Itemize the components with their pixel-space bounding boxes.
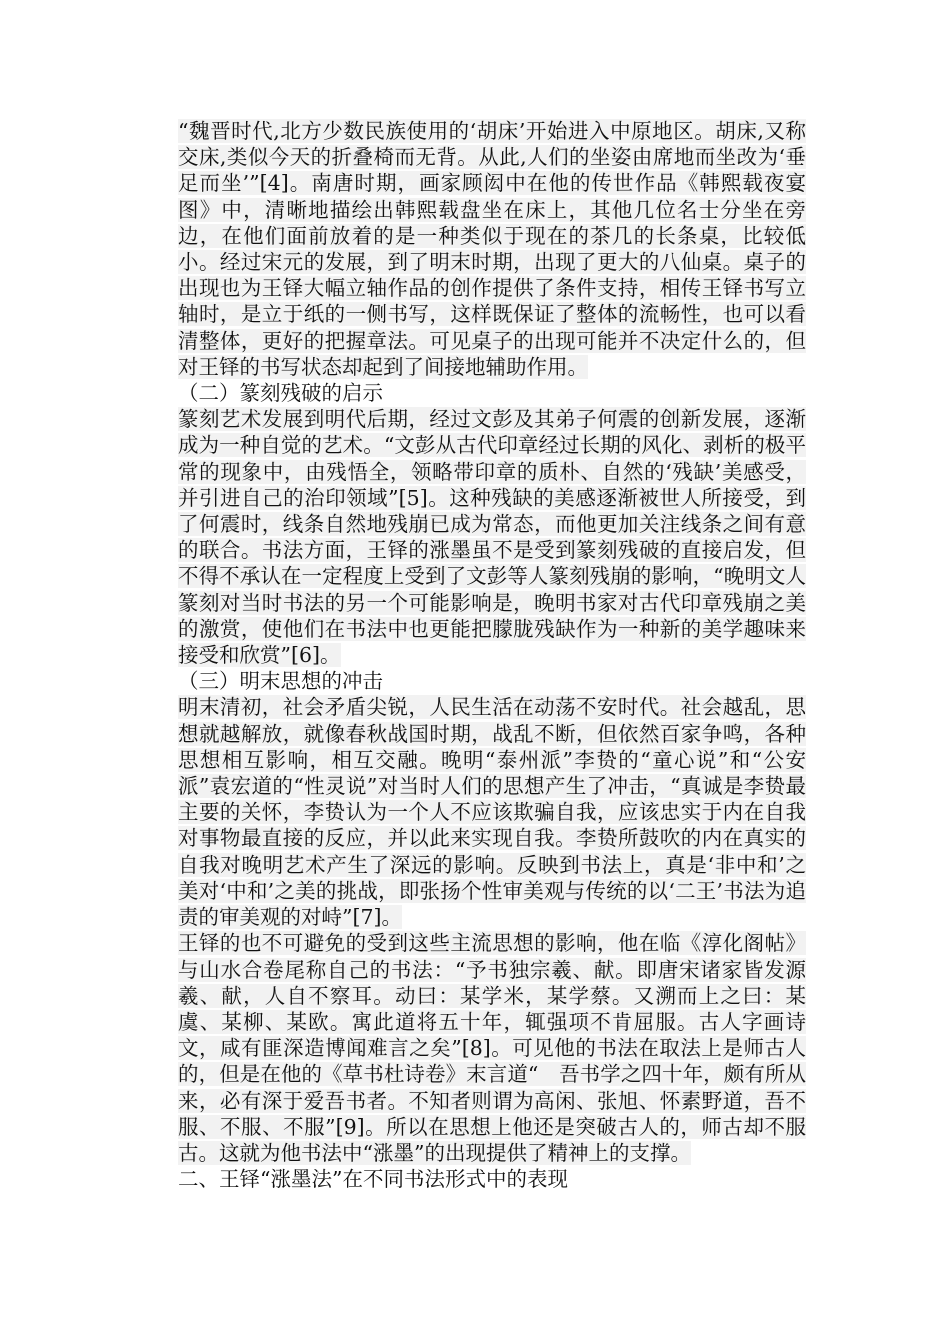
paragraph-text: “魏晋时代,北方少数民族使用的‘胡床’开始进入中原地区。胡床,又称交床,类似今天的折叠椅而无背。从此,人们的坐姿由席地而坐改为‘垂足而坐’”[4]。南唐时期，画家顾闳中在他的传世作品《韩熙载夜宴图》中，清晰地描绘出韩熙载盘坐在床上，其他几位名士分坐在旁边，在他们面前放着的是一种类似于现在的茶几的长条桌，比较低小。经过宋元的发展，到了明末时期，出现了更大的八仙桌。桌子的出现也为王铎大幅立轴作品的创作提供了条件支持，相传王铎书写立轴时，是立于纸的一侧书写，这样既保证了整体的流畅性，也可以看清整体，更好的把握章法。可见桌子的出现可能并不决定什么的，但对王铎的书写状态却起到了间接地辅助作用。 — [178, 119, 806, 379]
paragraph-text: 篆刻艺术发展到明代后期，经过文彭及其弟子何震的创新发展，逐渐成为一种自觉的艺术。“文彭从古代印章经过长期的风化、剥析的极平常的现象中，由残悟全，领略带印章的质朴、自然的‘残缺’美感受，并引进自己的治印领域”[5]。这种残缺的美感逐渐被世人所接受，到了何震时，线条自然地残崩已成为常态，而他更加关注线条之间有意的联合。书法方面，王铎的涨墨虽不是受到篆刻残破的直接启发，但不得不承认在一定程度上受到了文彭等人篆刻残崩的影响，“晚明文人篆刻对当时书法的另一个可能影响是，晚明书家对古代印章残崩之美的激赏，使他们在书法中也更能把朦胧残缺作为一种新的美学趣味来接受和欣赏”[6]。 — [178, 407, 806, 668]
chapter-heading-ink-method: 二、王铎“涨墨法”在不同书法形式中的表现 — [178, 1167, 568, 1192]
paragraph-text: 明末清初，社会矛盾尖锐，人民生活在动荡不安时代。社会越乱，思想就越解放，就像春秋战国时期，战乱不断，但依然百家争鸣，各种思想相互影响，相互交融。晚明“泰州派”李贽的“童心说”和“公安派”袁宏道的“性灵说”对当时人们的思想产生了冲击，“真诚是李贽最主要的关怀，李贽认为一个人不应该欺骗自我，应该忠实于内在自我对事物最直接的反应，并以此来实现自我。李贽所鼓吹的内在真实的自我对晚明艺术产生了深远的影响。反映到书法上，真是‘非中和’之美对‘中和’之美的挑战，即张扬个性审美观与传统的以‘二王’书法为追责的审美观的对峙”[7]。 — [178, 695, 806, 930]
paragraph-late-ming-thought — [178, 694, 806, 930]
section-heading-late-ming-thought: （三）明末思想的冲击 — [178, 669, 383, 694]
section-heading-seal-carving: （二）篆刻残破的启示 — [178, 381, 383, 406]
paragraph-text: 王铎的也不可避免的受到这些主流思想的影响，他在临《淳化阁帖》与山水合卷尾称自己的书法：“予书独宗羲、献。即唐宋诸家皆发源羲、献，人自不察耳。动曰：某学米，某学蔡。又溯而上之曰：某虞、某柳、某欧。寓此道将五十年，辄强项不肯屈服。古人字画诗文，咸有匪深造博闻难言之矣”[8]。可见他的书法在取法上是师古人的，但是在他的《草书杜诗卷》末言道“ 吾书学之四十年，颇有所从来，必有深于爱吾书者。不知者则谓为高闲、张旭、怀素野道，吾不服、不服、不服”[9]。所以在思想上他还是突破古人的，师古却不服古。这就为他书法中“涨墨”的出现提供了精神上的支撑。 — [178, 931, 806, 1165]
paragraph-wang-duo-influence — [178, 930, 806, 1166]
paragraph-seal-carving — [178, 406, 806, 668]
paragraph-hu-chuang — [178, 118, 806, 380]
document-page — [178, 118, 806, 1192]
